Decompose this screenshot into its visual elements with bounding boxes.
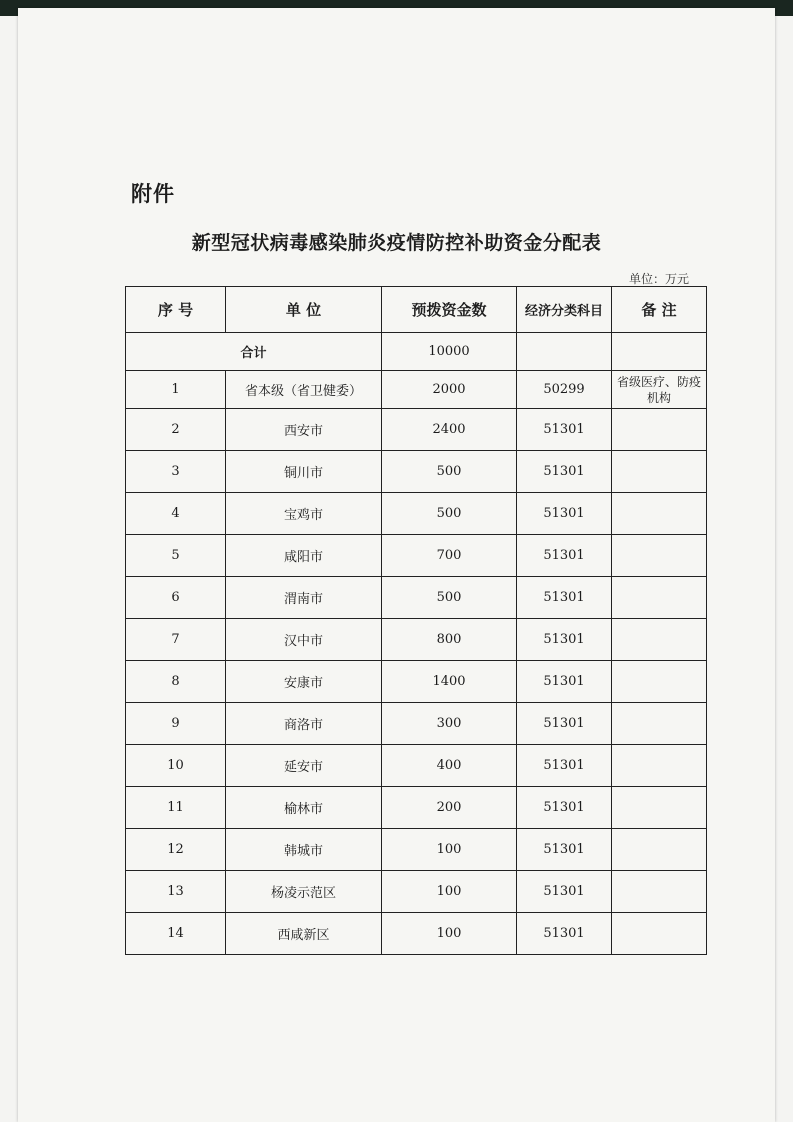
row-unit: 省本级（省卫健委） — [226, 371, 382, 409]
row-amount: 400 — [382, 745, 517, 787]
row-unit: 汉中市 — [226, 619, 382, 661]
row-amount: 700 — [382, 535, 517, 577]
row-remark — [612, 661, 707, 703]
row-remark — [612, 577, 707, 619]
row-number: 6 — [126, 577, 226, 619]
row-number: 10 — [126, 745, 226, 787]
header-unit: 单 位 — [226, 287, 382, 333]
row-unit: 渭南市 — [226, 577, 382, 619]
row-unit: 宝鸡市 — [226, 493, 382, 535]
row-remark — [612, 829, 707, 871]
row-category: 51301 — [517, 829, 612, 871]
row-remark: 省级医疗、防疫机构 — [612, 371, 707, 409]
row-number: 2 — [126, 409, 226, 451]
row-number: 3 — [126, 451, 226, 493]
row-number: 4 — [126, 493, 226, 535]
row-amount: 300 — [382, 703, 517, 745]
row-number: 11 — [126, 787, 226, 829]
row-category: 51301 — [517, 535, 612, 577]
table-row — [126, 619, 707, 661]
table-row — [126, 577, 707, 619]
table-row — [126, 829, 707, 871]
row-unit: 延安市 — [226, 745, 382, 787]
row-unit: 商洛市 — [226, 703, 382, 745]
table-header-row — [126, 287, 707, 333]
row-category: 51301 — [517, 661, 612, 703]
table-row — [126, 913, 707, 955]
row-amount: 100 — [382, 871, 517, 913]
total-amount: 10000 — [382, 333, 517, 371]
total-category — [517, 333, 612, 371]
row-remark — [612, 619, 707, 661]
row-amount: 1400 — [382, 661, 517, 703]
row-number: 1 — [126, 371, 226, 409]
row-number: 9 — [126, 703, 226, 745]
row-amount: 500 — [382, 451, 517, 493]
row-category: 51301 — [517, 703, 612, 745]
table-row — [126, 371, 707, 409]
total-remark — [612, 333, 707, 371]
row-amount: 200 — [382, 787, 517, 829]
row-amount: 500 — [382, 493, 517, 535]
row-remark — [612, 409, 707, 451]
row-remark — [612, 787, 707, 829]
header-no: 序 号 — [126, 287, 226, 333]
table-row — [126, 535, 707, 577]
row-unit: 咸阳市 — [226, 535, 382, 577]
header-category: 经济分类科目 — [517, 287, 612, 333]
row-remark — [612, 871, 707, 913]
row-amount: 800 — [382, 619, 517, 661]
row-remark — [612, 451, 707, 493]
row-remark — [612, 535, 707, 577]
row-category: 51301 — [517, 871, 612, 913]
row-remark — [612, 745, 707, 787]
table-row — [126, 661, 707, 703]
row-amount: 100 — [382, 829, 517, 871]
row-number: 14 — [126, 913, 226, 955]
row-number: 12 — [126, 829, 226, 871]
row-unit: 安康市 — [226, 661, 382, 703]
table-row — [126, 451, 707, 493]
document-title: 新型冠状病毒感染肺炎疫情防控补助资金分配表 — [191, 232, 602, 254]
row-unit: 西安市 — [226, 409, 382, 451]
row-unit: 西咸新区 — [226, 913, 382, 955]
total-row — [126, 333, 707, 371]
allocation-table — [125, 286, 707, 955]
row-category: 50299 — [517, 371, 612, 409]
row-unit: 韩城市 — [226, 829, 382, 871]
row-unit: 榆林市 — [226, 787, 382, 829]
table-row — [126, 703, 707, 745]
row-unit: 铜川市 — [226, 451, 382, 493]
row-category: 51301 — [517, 409, 612, 451]
row-category: 51301 — [517, 451, 612, 493]
row-remark — [612, 703, 707, 745]
table-row — [126, 745, 707, 787]
total-label: 合计 — [126, 333, 382, 371]
row-amount: 2000 — [382, 371, 517, 409]
row-amount: 100 — [382, 913, 517, 955]
row-number: 13 — [126, 871, 226, 913]
row-category: 51301 — [517, 493, 612, 535]
row-number: 5 — [126, 535, 226, 577]
header-remark: 备 注 — [612, 287, 707, 333]
table-row — [126, 787, 707, 829]
table-row — [126, 493, 707, 535]
table-row — [126, 871, 707, 913]
row-number: 7 — [126, 619, 226, 661]
row-unit: 杨凌示范区 — [226, 871, 382, 913]
unit-note: 单位：万元 — [628, 272, 689, 286]
row-category: 51301 — [517, 913, 612, 955]
row-category: 51301 — [517, 787, 612, 829]
header-amount: 预拨资金数 — [382, 287, 517, 333]
row-remark — [612, 493, 707, 535]
row-number: 8 — [126, 661, 226, 703]
row-category: 51301 — [517, 745, 612, 787]
row-remark — [612, 913, 707, 955]
row-amount: 500 — [382, 577, 517, 619]
attachment-label: 附件 — [131, 182, 175, 206]
row-category: 51301 — [517, 577, 612, 619]
table-row — [126, 409, 707, 451]
row-amount: 2400 — [382, 409, 517, 451]
row-category: 51301 — [517, 619, 612, 661]
